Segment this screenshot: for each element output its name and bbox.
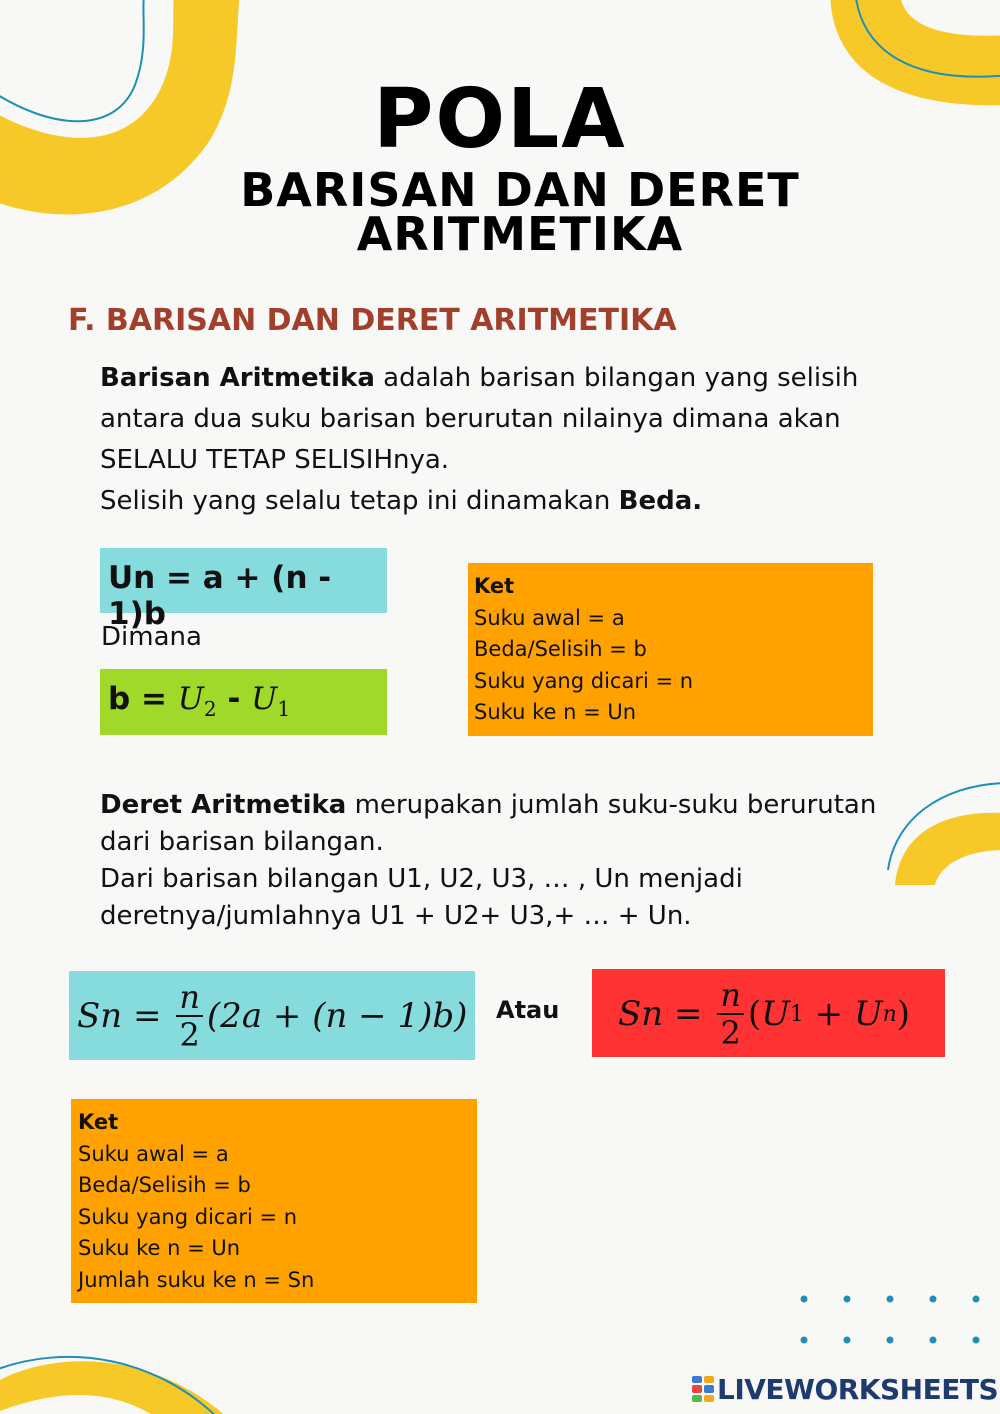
section-title: F. BARISAN DAN DERET ARITMETIKA bbox=[68, 303, 677, 338]
barisan-term: Barisan Aritmetika bbox=[100, 363, 375, 393]
formula-sn-2-plus: + bbox=[803, 994, 854, 1034]
formula-sn-2-lhs: Sn bbox=[618, 994, 664, 1034]
deret-term: Deret Aritmetika bbox=[100, 790, 347, 820]
beda-text: Selisih yang selalu tetap ini dinamakan bbox=[100, 486, 619, 516]
barisan-paragraph bbox=[100, 358, 920, 522]
deret-definition-text: merupakan jumlah suku-suku berurutan dari barisan bilangan. bbox=[100, 790, 877, 857]
deret-definition bbox=[100, 787, 920, 861]
liveworksheets-logo bbox=[692, 1372, 998, 1406]
barisan-definition-text: adalah barisan bilangan yang selisih antara dua suku barisan berurutan nilainya dimana akan SELALU TETAP SELISIHnya. bbox=[100, 363, 859, 475]
ket-line: Suku yang dicari = n bbox=[78, 1204, 298, 1229]
ket-heading: Ket bbox=[474, 574, 515, 598]
formula-b-u2: $U_2$ bbox=[177, 681, 217, 722]
fraction-denominator: 2 bbox=[720, 1014, 741, 1052]
decor-swoosh-bottom-left bbox=[0, 1350, 240, 1414]
ket-line: Beda/Selisih = b bbox=[474, 637, 647, 661]
ket-line: Suku awal = a bbox=[78, 1141, 229, 1166]
ket-line: Suku ke n = Un bbox=[474, 700, 637, 724]
liveworksheets-logo-icon bbox=[692, 1376, 714, 1402]
formula-sn-2-open: ( bbox=[747, 994, 762, 1034]
fraction-numerator: n bbox=[717, 977, 744, 1015]
formula-sn-1-fraction bbox=[176, 979, 203, 1053]
formula-sn-2-subn: n bbox=[882, 1001, 897, 1027]
formula-b-minus: - bbox=[216, 681, 252, 717]
ket-line: Beda/Selisih = b bbox=[78, 1173, 251, 1197]
page-subtitle: BARISAN DAN DERET ARITMETIKA bbox=[240, 163, 800, 261]
formula-sn-2 bbox=[618, 975, 945, 1053]
formula-sn-2-sub1: 1 bbox=[789, 1001, 804, 1027]
beda-term: Beda. bbox=[618, 486, 703, 516]
barisan-definition bbox=[100, 358, 920, 481]
formula-sn-2-close: ) bbox=[896, 994, 911, 1034]
deret-paragraph bbox=[100, 787, 920, 935]
formula-sn-1-eq: = bbox=[122, 996, 173, 1036]
formula-un-box: Un = a + (n - 1)b bbox=[100, 548, 387, 613]
formula-sn-2-un: U bbox=[853, 994, 883, 1034]
beda-sentence bbox=[100, 481, 920, 522]
deret-example: Dari barisan bilangan U1, U2, U3, … , Un menjadi deretnya/jumlahnya U1 + U2+ U3,+ … + Un. bbox=[100, 864, 743, 931]
dimana-label: Dimana bbox=[101, 622, 202, 652]
formula-sn-2-eq: = bbox=[663, 994, 714, 1034]
decor-dots bbox=[796, 1291, 996, 1351]
formula-b-box bbox=[100, 669, 387, 735]
ket-heading: Ket bbox=[78, 1110, 119, 1134]
formula-sn-box-1 bbox=[69, 971, 475, 1060]
liveworksheets-logo-text: LIVEWORKSHEETS bbox=[717, 1372, 999, 1406]
formula-sn-1 bbox=[77, 977, 475, 1055]
fraction-numerator: n bbox=[176, 979, 203, 1017]
ket-line: Suku yang dicari = n bbox=[474, 668, 694, 693]
formula-b-lhs: b = bbox=[108, 681, 178, 717]
formula-sn-1-rhs: (2a + (n − 1)b) bbox=[206, 996, 468, 1036]
ket-line: Suku ke n = Un bbox=[78, 1236, 241, 1260]
formula-sn-1-lhs: Sn bbox=[77, 996, 123, 1036]
atau-label: Atau bbox=[496, 996, 560, 1024]
ket-line: Jumlah suku ke n = Sn bbox=[78, 1267, 315, 1292]
formula-sn-box-2 bbox=[592, 969, 945, 1057]
page-title: POLA bbox=[373, 72, 627, 167]
formula-sn-2-fraction bbox=[717, 977, 744, 1051]
ket-line: Suku awal = a bbox=[474, 605, 625, 630]
fraction-denominator: 2 bbox=[179, 1016, 200, 1054]
formula-b-u1: $U_1$ bbox=[251, 681, 291, 722]
ket-box-barisan bbox=[468, 563, 873, 736]
formula-sn-2-u1: U bbox=[761, 994, 790, 1034]
ket-box-deret bbox=[71, 1099, 477, 1303]
